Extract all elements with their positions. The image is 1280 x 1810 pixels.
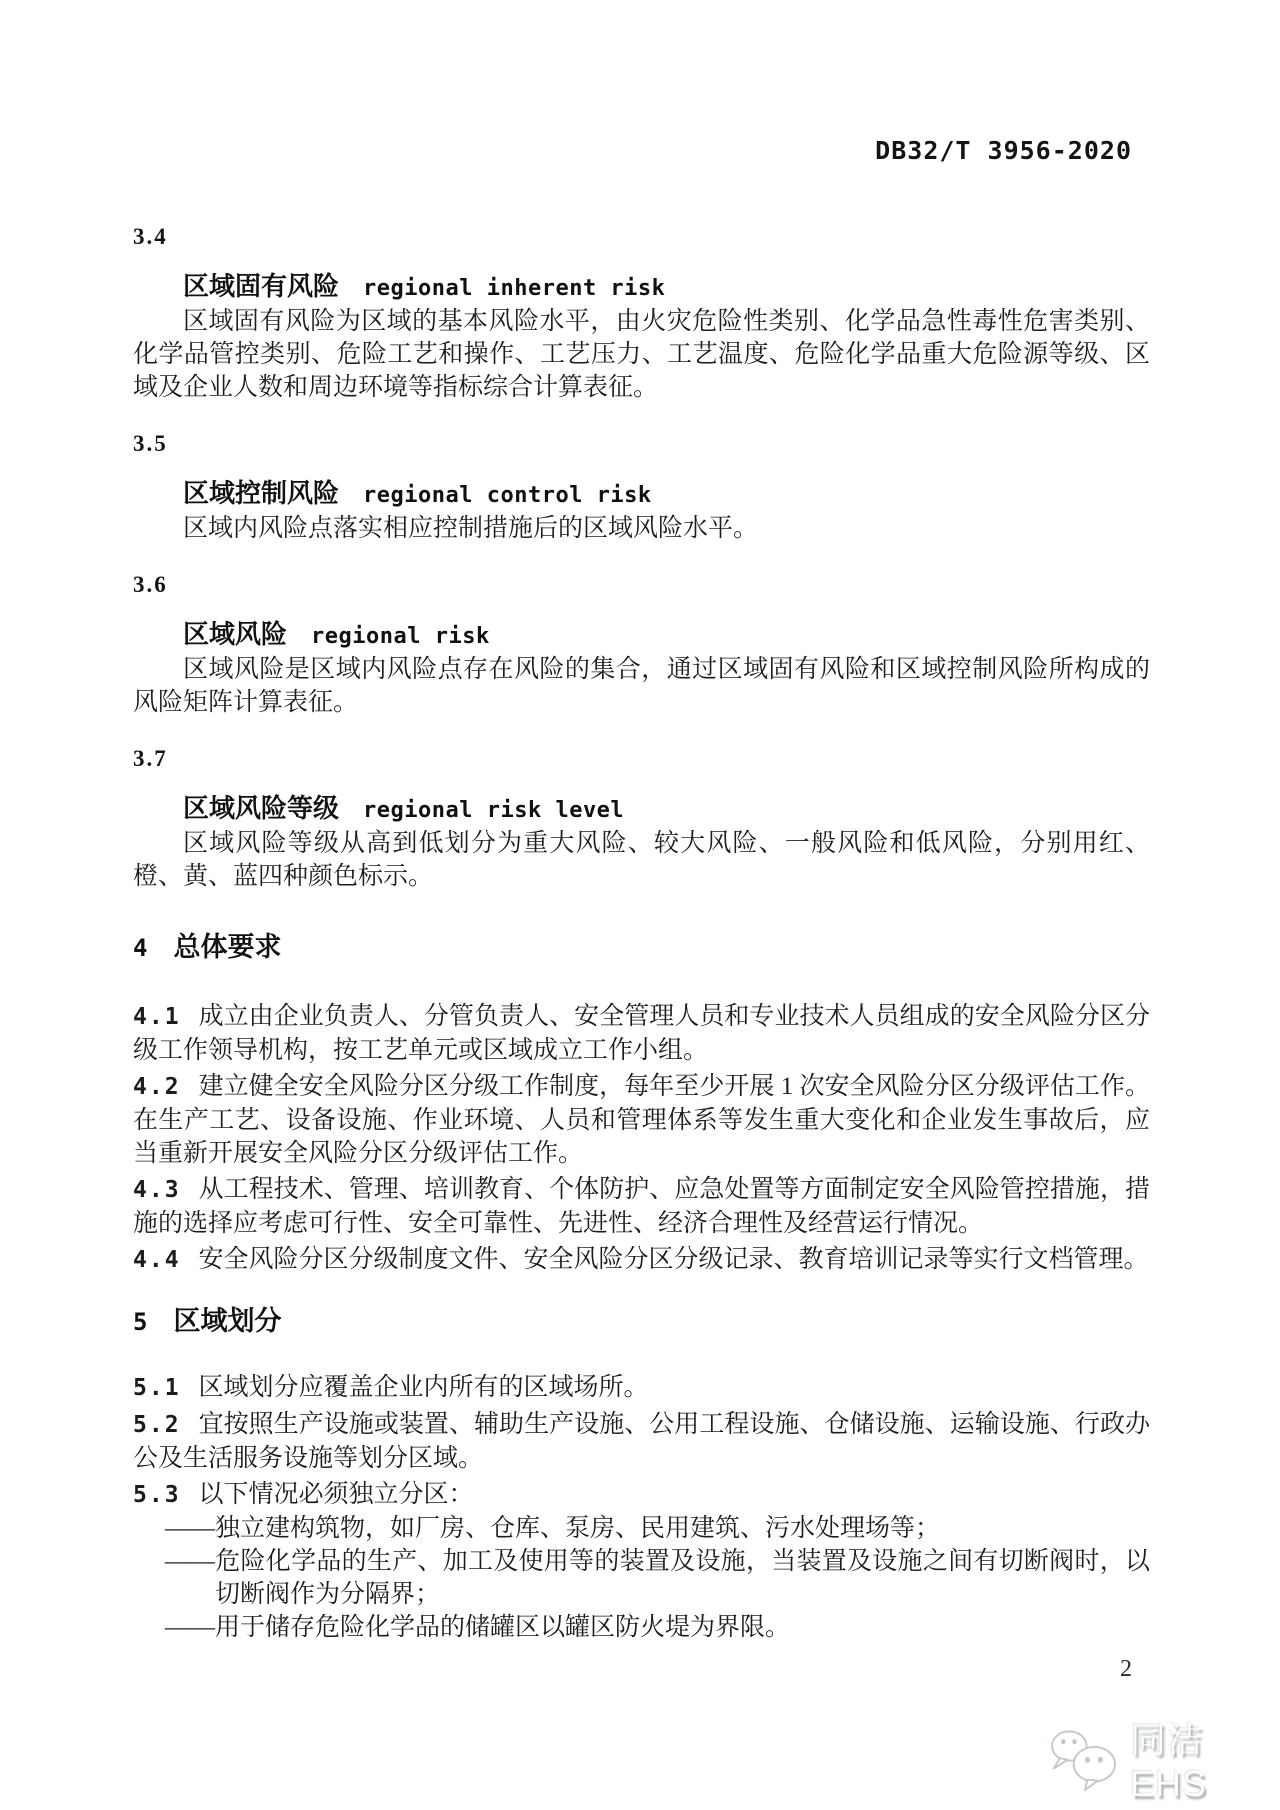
clause-4-3 — [133, 1173, 1150, 1240]
clause-text: 从工程技术、管理、培训教育、个体防护、应急处置等方面制定安全风险管控措施，措施的选择应考虑可行性、安全可靠性、先进性、经济合理性及经营运行情况。 — [133, 1176, 1150, 1237]
watermark-text: 同洁EHS — [1130, 1719, 1208, 1804]
section-number: 5 — [133, 1308, 148, 1336]
clause-number: 4.1 — [133, 1004, 181, 1030]
page-number: 2 — [1120, 1656, 1132, 1682]
clause-text: 区域划分应覆盖企业内所有的区域场所。 — [198, 1374, 649, 1401]
clause-number: 4.4 — [133, 1247, 181, 1273]
clause-4-1 — [133, 1000, 1150, 1067]
term-definition: 区域风险是区域内风险点存在风险的集合，通过区域固有风险和区域控制风险所构成的风险矩阵计算表征。 — [133, 656, 1150, 716]
clause-number: 5.2 — [133, 1412, 181, 1438]
clause-5-3 — [133, 1478, 1150, 1512]
term-3-4 — [133, 220, 1150, 404]
term-title-zh: 区域控制风险 — [183, 478, 340, 508]
term-title — [133, 477, 1150, 512]
term-title-zh: 区域风险 — [183, 619, 288, 649]
dash-item: ——危险化学品的生产、加工及使用等的装置及设施，当装置及设施之间有切断阀时，以切断阀作为分隔界； — [165, 1548, 1150, 1608]
term-title-zh: 区域固有风险 — [183, 271, 340, 301]
term-title — [133, 792, 1150, 827]
term-number: 3.7 — [133, 746, 168, 771]
clause-number: 4.3 — [133, 1177, 181, 1203]
section-heading — [133, 930, 1150, 965]
clause-text: 安全风险分区分级制度文件、安全风险分区分级记录、教育培训记录等实行文档管理。 — [198, 1246, 1149, 1273]
term-3-5 — [133, 427, 1150, 545]
term-title-en: regional inherent risk — [363, 276, 666, 301]
term-definition: 区域固有风险为区域的基本风险水平，由火灾危险性类别、化学品急性毒性危害类别、化学品管控类别、危险工艺和操作、工艺压力、工艺温度、危险化学品重大危险源等级、区域及企业人数和周边环境等指标综合计算表征。 — [133, 308, 1150, 401]
dash-item: ——独立建构筑物，如厂房、仓库、泵房、民用建筑、污水处理场等； — [165, 1515, 941, 1542]
clause-text: 以下情况必须独立分区： — [198, 1481, 474, 1508]
clause-number: 4.2 — [133, 1074, 181, 1100]
term-3-7 — [133, 742, 1150, 893]
dash-item: ——用于储存危险化学品的储罐区以罐区防火堤为界限。 — [165, 1614, 791, 1641]
term-title-en: regional control risk — [363, 483, 652, 508]
clause-5-2 — [133, 1408, 1150, 1475]
watermark — [1046, 1712, 1280, 1805]
term-title-zh: 区域风险等级 — [183, 793, 340, 823]
term-title-en: regional risk level — [363, 798, 625, 823]
section-title: 区域划分 — [173, 1306, 282, 1336]
clause-number: 5.3 — [133, 1482, 181, 1508]
clause-5-1 — [133, 1371, 1150, 1405]
term-title — [133, 618, 1150, 653]
doc-number: DB32/T 3956-2020 — [875, 136, 1132, 165]
term-number: 3.6 — [133, 572, 168, 597]
term-title — [133, 270, 1150, 305]
term-number: 3.5 — [133, 431, 168, 456]
section-4 — [133, 930, 1150, 1277]
wechat-icon — [1046, 1724, 1122, 1794]
clause-number: 5.1 — [133, 1375, 181, 1401]
section-heading — [133, 1304, 1150, 1339]
term-3-6 — [133, 568, 1150, 719]
section-title: 总体要求 — [173, 932, 282, 962]
term-number: 3.4 — [133, 224, 168, 249]
clause-text: 成立由企业负责人、分管负责人、安全管理人员和专业技术人员组成的安全风险分区分级工作领导机构，按工艺单元或区域成立工作小组。 — [133, 1003, 1150, 1064]
clause-4-4 — [133, 1243, 1150, 1277]
clause-4-2 — [133, 1070, 1150, 1170]
clause-text: 建立健全安全风险分区分级工作制度，每年至少开展 1 次安全风险分区分级评估工作。在生产工艺、设备设施、作业环境、人员和管理体系等发生重大变化和企业发生事故后，应当重新开展安全风险分区分级评估工作。 — [133, 1073, 1150, 1167]
term-title-en: regional risk — [311, 624, 490, 649]
content-column — [133, 136, 1150, 1644]
term-definition: 区域风险等级从高到低划分为重大风险、较大风险、一般风险和低风险，分别用红、橙、黄、蓝四种颜色标示。 — [133, 830, 1150, 890]
term-definition: 区域内风险点落实相应控制措施后的区域风险水平。 — [183, 515, 759, 542]
section-number: 4 — [133, 934, 148, 962]
section-5 — [133, 1304, 1150, 1644]
clause-text: 宜按照生产设施或装置、辅助生产设施、公用工程设施、仓储设施、运输设施、行政办公及生活服务设施等划分区域。 — [133, 1411, 1150, 1472]
